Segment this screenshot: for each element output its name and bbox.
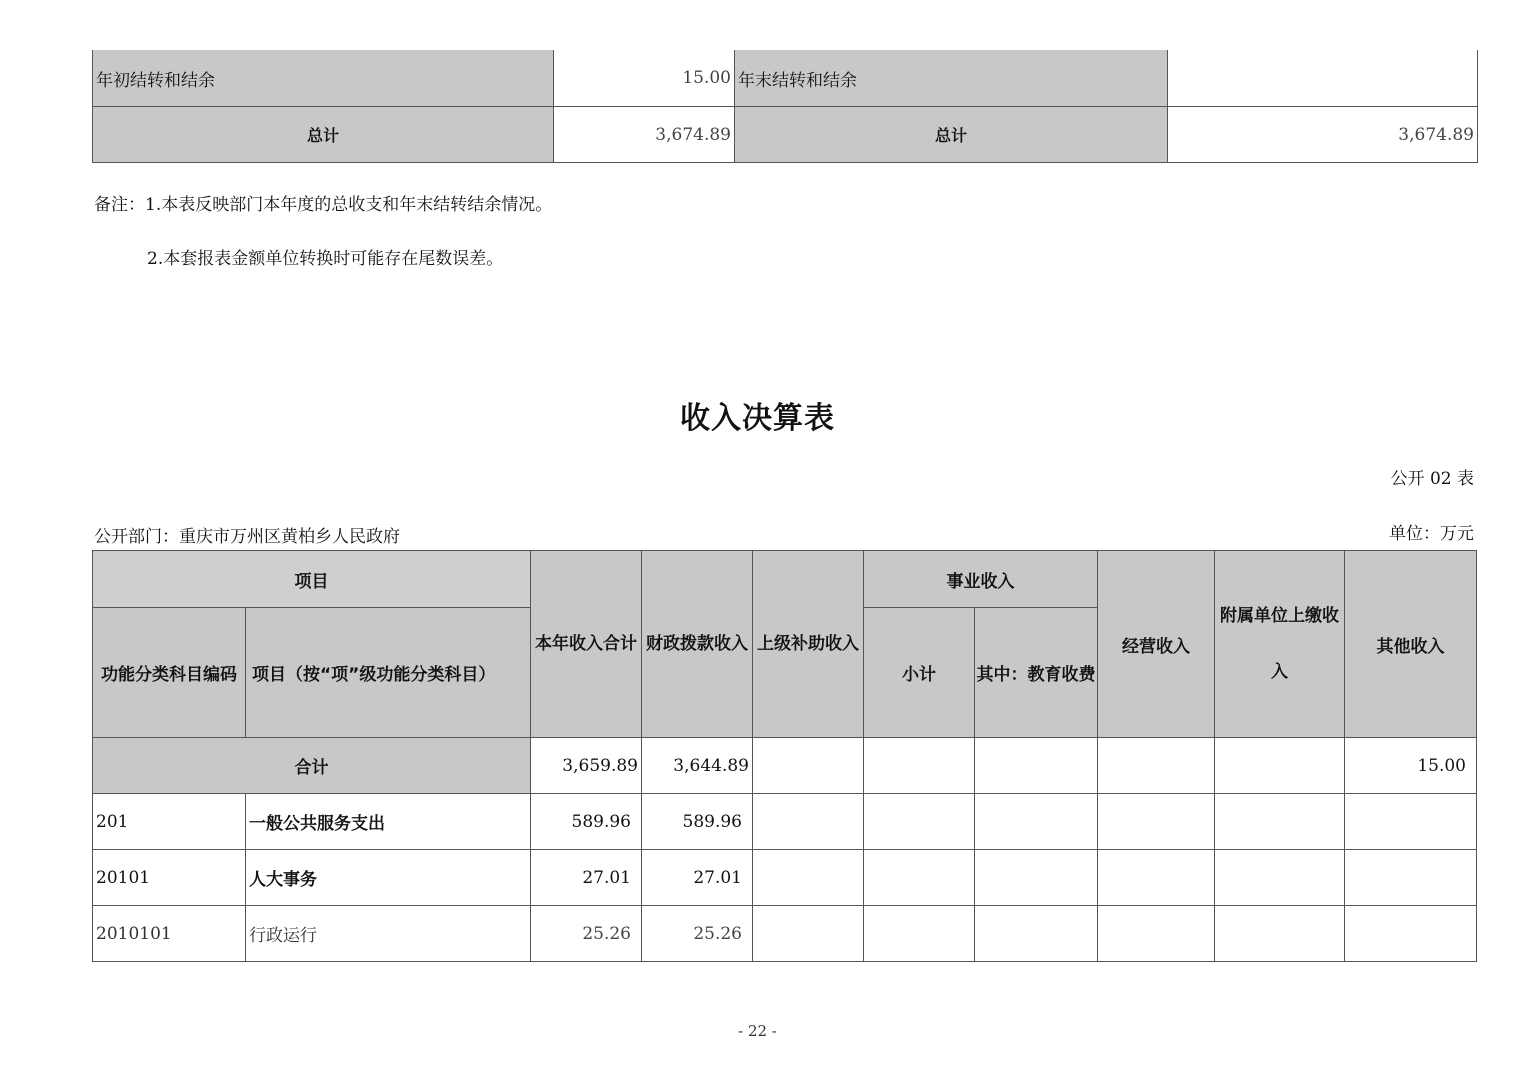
carryover-start-label: 年初结转和结余 [93,50,554,107]
empty-cell [864,794,975,850]
empty-cell [753,794,864,850]
row-total-income: 27.01 [531,850,642,906]
total-other-value: 15.00 [1345,738,1477,794]
grand-total-value-left: 3,674.89 [554,107,735,163]
row-code: 201 [93,794,246,850]
income-table [92,550,1477,962]
carryover-end-label: 年末结转和结余 [735,50,1168,107]
empty-cell [975,906,1098,962]
grand-total-label-right: 总计 [735,107,1168,163]
empty-cell [864,850,975,906]
empty-cell [975,850,1098,906]
empty-cell [1215,794,1345,850]
empty-cell [1345,906,1477,962]
page-number: - 22 - [738,1022,777,1040]
grand-total-label-left: 总计 [93,107,554,163]
row-name: 行政运行 [246,906,531,962]
header-affiliated: 附属单位上缴收入 [1215,551,1345,738]
empty-cell [753,906,864,962]
table-row [93,50,1478,107]
empty-cell [1098,850,1215,906]
empty-cell [1098,794,1215,850]
grand-total-value-right: 3,674.89 [1168,107,1478,163]
empty-cell [1345,850,1477,906]
page-title: 收入决算表 [680,401,835,436]
row-fiscal: 27.01 [642,850,753,906]
header-education: 其中：教育收费 [975,608,1098,738]
carryover-start-value: 15.00 [554,50,735,107]
header-subtotal: 小计 [864,608,975,738]
header-other: 其他收入 [1345,551,1477,738]
carryover-end-value [1168,50,1478,107]
header-operating: 经营收入 [1098,551,1215,738]
table-row [93,794,1477,850]
row-code: 20101 [93,850,246,906]
empty-cell [864,906,975,962]
note-line-1: 备注：1.本表反映部门本年度的总收支和年末结转结余情况。 [94,195,553,215]
total-superior-value [753,738,864,794]
unit-label: 单位：万元 [1389,524,1474,544]
empty-cell [1098,906,1215,962]
total-affiliated-value [1215,738,1345,794]
total-row [93,738,1477,794]
row-total-income: 25.26 [531,906,642,962]
row-total-income: 589.96 [531,794,642,850]
empty-cell [975,794,1098,850]
header-project: 项目 [93,551,531,608]
header-row [93,551,1477,608]
header-name: 项目（按“项”级功能分类科目） [246,608,531,738]
row-name: 一般公共服务支出 [246,794,531,850]
total-fiscal-value: 3,644.89 [642,738,753,794]
total-income-value: 3,659.89 [531,738,642,794]
table-row [93,906,1477,962]
table-row [93,850,1477,906]
header-fiscal: 财政拨款收入 [642,551,753,738]
row-fiscal: 589.96 [642,794,753,850]
header-business-group: 事业收入 [864,551,1098,608]
header-total-income: 本年收入合计 [531,551,642,738]
table-number: 公开 02 表 [1390,469,1474,489]
total-education-value [975,738,1098,794]
row-fiscal: 25.26 [642,906,753,962]
empty-cell [1345,794,1477,850]
row-code: 2010101 [93,906,246,962]
total-operating-value [1098,738,1215,794]
empty-cell [1215,850,1345,906]
table-row [93,107,1478,163]
department-label: 公开部门：重庆市万州区黄柏乡人民政府 [94,527,400,547]
row-name: 人大事务 [246,850,531,906]
empty-cell [753,850,864,906]
note-line-2: 2.本套报表金额单位转换时可能存在尾数误差。 [147,249,504,269]
empty-cell [1215,906,1345,962]
total-label: 合计 [93,738,531,794]
summary-table [92,50,1478,163]
header-code: 功能分类科目编码 [93,608,246,738]
header-superior: 上级补助收入 [753,551,864,738]
total-subtotal-value [864,738,975,794]
